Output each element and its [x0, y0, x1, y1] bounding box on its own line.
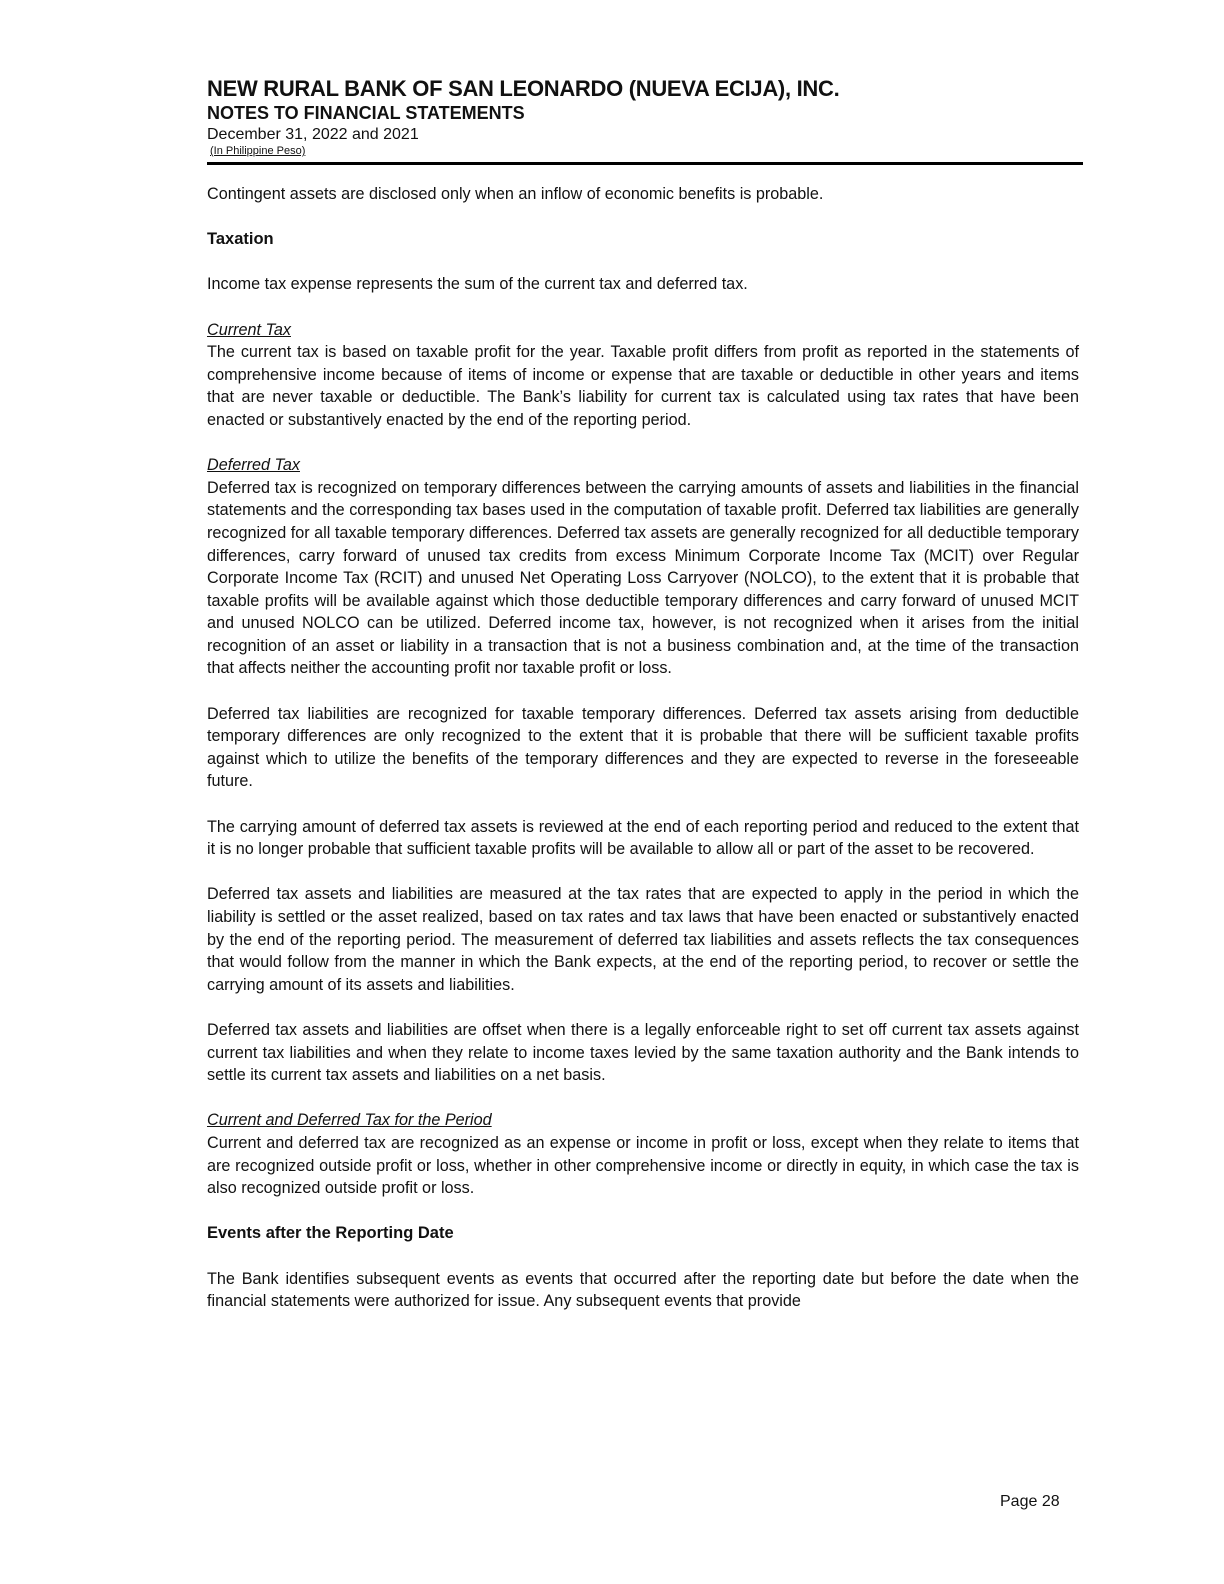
header-rule [207, 162, 1083, 165]
page-number: Page 28 [1000, 1493, 1060, 1510]
deferred-tax-paragraph: Deferred tax assets and liabilities are offset when there is a legally enforceable right to set off current tax assets against current tax liabilities and when they relate to income taxes levied by the same taxation authority and the Bank intends to settle its current tax assets and liabilities on a net basis. [207, 1020, 1079, 1085]
contingent-assets-paragraph: Contingent assets are disclosed only when an inflow of economic benefits is probable. [207, 185, 824, 203]
deferred-tax-paragraph: Deferred tax is recognized on temporary differences between the carrying amounts of assets and liabilities in the financial statements and the corresponding tax bases used in the computation of taxable profit. Deferred tax liabilities are generally recognized for all taxable temporary differences. Deferred tax assets are generally recognized for all deductible temporary differences, carry forward of unused tax credits from excess Minimum Corporate Income Tax (MCIT) over Regular Corporate Income Tax (RCIT) and unused Net Operating Loss Carryover (NOLCO), to the extent that it is probable that taxable profits will be available against which those deductible temporary differences and carry forward of unused MCIT and unused NOLCO can be utilized. Deferred income tax, however, is not recognized when it arises from the initial recognition of an asset or liability in a transaction that is not a business combination and, at the time of the transaction that affects neither the accounting profit nor taxable profit or loss. [207, 478, 1079, 678]
section-heading-taxation: Taxation [207, 230, 274, 249]
period-tax-paragraph: Current and deferred tax are recognized as an expense or income in profit or loss, except when they relate to items that are recognized outside profit or loss, whether in other comprehensive income or directly in equity, in which case the tax is also recognized outside profit or loss. [207, 1133, 1079, 1198]
company-name: NEW RURAL BANK OF SAN LEONARDO (NUEVA ECIJA), INC. [207, 76, 840, 101]
deferred-tax-paragraph: Deferred tax assets and liabilities are measured at the tax rates that are expected to apply in the period in which the liability is settled or the asset realized, based on tax rates and tax laws that have been enacted or substantively enacted by the end of the reporting period. The measurement of deferred tax liabilities and assets reflects the tax consequences that would follow from the manner in which the Bank expects, at the end of the reporting period, to recover or settle the carrying amount of its assets and liabilities. [207, 885, 1079, 994]
subheading-current-tax: Current Tax [207, 320, 291, 339]
events-paragraph: The Bank identifies subsequent events as events that occurred after the reporting date but before the date when the financial statements were authorized for issue. Any subsequent events that provide [207, 1269, 1079, 1311]
currency-note: (In Philippine Peso) [210, 145, 306, 157]
document-body [207, 183, 1079, 1313]
section-heading-events: Events after the Reporting Date [207, 1224, 454, 1243]
subheading-period-tax: Current and Deferred Tax for the Period [207, 1111, 492, 1130]
subheading-deferred-tax: Deferred Tax [207, 456, 300, 475]
deferred-tax-paragraph: The carrying amount of deferred tax assets is reviewed at the end of each reporting period and reduced to the extent that it is no longer probable that sufficient taxable profits will be available to allow all or part of the asset to be recovered. [207, 817, 1079, 859]
current-tax-paragraph: The current tax is based on taxable profit for the year. Taxable profit differs from profit as reported in the statements of comprehensive income because of items of income or expense that are taxable or deductible in other years and items that are never taxable or deductible. The Bank’s liability for current tax is calculated using tax rates that have been enacted or substantively enacted by the end of the reporting period. [207, 343, 1079, 429]
document-subtitle: NOTES TO FINANCIAL STATEMENTS [207, 103, 525, 123]
reporting-period: December 31, 2022 and 2021 [207, 126, 419, 143]
deferred-tax-paragraph: Deferred tax liabilities are recognized for taxable temporary differences. Deferred tax assets arising from deductible temporary differences are only recognized to the extent that it is probable that there will be sufficient taxable profits against which to utilize the benefits of the temporary differences and they are expected to reverse in the foreseeable future. [207, 704, 1079, 791]
document-header [207, 76, 1083, 158]
taxation-intro-paragraph: Income tax expense represents the sum of the current tax and deferred tax. [207, 275, 748, 294]
